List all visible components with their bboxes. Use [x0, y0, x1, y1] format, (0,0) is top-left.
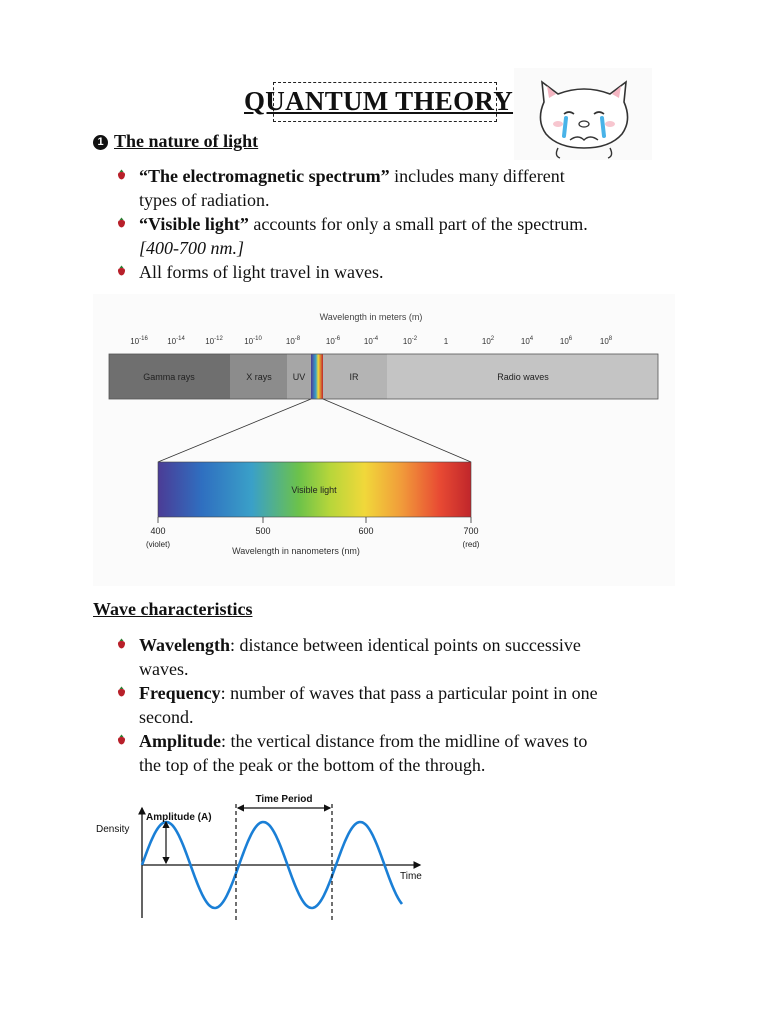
- wave-diagram: [90, 788, 440, 923]
- page-title: QUANTUM THEORY: [244, 86, 514, 116]
- bullet-text: All forms of light travel in waves.: [139, 262, 384, 282]
- spectrum-tick-label: $10^{-4}$: [363, 336, 379, 346]
- nm-sub-red: (red): [462, 540, 480, 549]
- visible-light-label: Visible light: [291, 485, 337, 495]
- crying-cat-illustration: [514, 68, 652, 160]
- time-label: Time: [400, 871, 422, 882]
- spectrum-tick-label: $10^2$: [481, 336, 495, 346]
- band-label-xrays: X rays: [246, 372, 272, 382]
- zoom-line-left: [158, 399, 311, 462]
- spectrum-tick-label: $10^{-14}$: [167, 336, 185, 346]
- spectrum-tick-label: $10^{-8}$: [285, 336, 301, 346]
- nm-axis-title: Wavelength in nanometers (nm): [232, 546, 360, 556]
- list-item: [139, 681, 699, 729]
- spectrum-axis-title: Wavelength in meters (m): [319, 312, 423, 322]
- bullet-bold-term: Amplitude: [139, 731, 222, 751]
- spectrum-tick-label: $10^6$: [559, 336, 573, 346]
- bullet-text-line2: the top of the peak or the bottom of the through.: [139, 755, 486, 775]
- spectrum-tick-label: $10^{-10}$: [244, 336, 262, 346]
- bullet-bold-term: “The electromagnetic spectrum”: [139, 166, 390, 186]
- bullet-text: : distance between identical points on successive: [230, 635, 581, 655]
- bullet-text-line2: types of radiation.: [139, 190, 270, 210]
- list-item: [139, 164, 699, 212]
- strawberry-bullet-icon: [117, 169, 126, 180]
- nm-tick-500: 500: [255, 526, 271, 536]
- spectrum-tick-label: $10^{-12}$: [205, 336, 223, 346]
- band-label-uv: UV: [292, 372, 306, 382]
- band-label-radio: Radio waves: [497, 372, 549, 382]
- spectrum-tick-label: $10^8$: [599, 336, 613, 346]
- bullet-text: accounts for only a small part of the spectrum.: [248, 214, 588, 234]
- bullet-text: includes many different: [389, 166, 565, 186]
- spectrum-tick-label: $10^{-16}$: [130, 336, 148, 346]
- spectrum-tick-label: $10^{-2}$: [402, 336, 418, 346]
- bullet-bold-term: Frequency: [139, 683, 221, 703]
- band-visible: [311, 354, 323, 399]
- nm-tick-400: 400: [150, 526, 166, 536]
- strawberry-bullet-icon: [117, 265, 126, 276]
- zoom-line-right: [323, 399, 471, 462]
- strawberry-bullet-icon: [117, 734, 126, 745]
- electromagnetic-spectrum-figure: [93, 294, 675, 586]
- bullet-bold-term: “Visible light”: [139, 214, 249, 234]
- list-item: [139, 729, 699, 777]
- strawberry-bullet-icon: [117, 638, 126, 649]
- section-heading-text: The nature of light: [114, 131, 259, 151]
- section-heading-wave-characteristics: Wave characteristics: [93, 599, 253, 619]
- number-badge: 1: [93, 135, 108, 150]
- nm-tick-700: 700: [463, 526, 479, 536]
- bullet-text: : the vertical distance from the midline of waves to: [221, 731, 588, 751]
- spectrum-tick-label: $10^{-6}$: [325, 336, 341, 346]
- nm-sub-violet: (violet): [145, 540, 171, 549]
- strawberry-bullet-icon: [117, 217, 126, 228]
- bullet-text-line2: second.: [139, 707, 194, 727]
- list-item: [139, 212, 719, 260]
- band-label-gamma: Gamma rays: [143, 372, 195, 382]
- section-heading-nature-of-light: [93, 131, 258, 152]
- list-item: [139, 260, 699, 284]
- spectrum-tick-label: $10^4$: [520, 336, 534, 346]
- strawberry-bullet-icon: [117, 686, 126, 697]
- bullet-text-line2: waves.: [139, 659, 189, 679]
- nm-tick-600: 600: [358, 526, 374, 536]
- bullet-text-line2: [400-700 nm.]: [139, 238, 245, 258]
- bullet-text: : number of waves that pass a particular point in one: [220, 683, 598, 703]
- amplitude-label: Amplitude (A): [146, 812, 212, 823]
- time-period-label: Time Period: [255, 794, 313, 805]
- spectrum-tick-label: 1: [443, 337, 449, 346]
- density-label: Density: [96, 824, 130, 835]
- bullet-bold-term: Wavelength: [139, 635, 231, 655]
- list-item: [139, 633, 699, 681]
- band-label-ir: IR: [349, 372, 359, 382]
